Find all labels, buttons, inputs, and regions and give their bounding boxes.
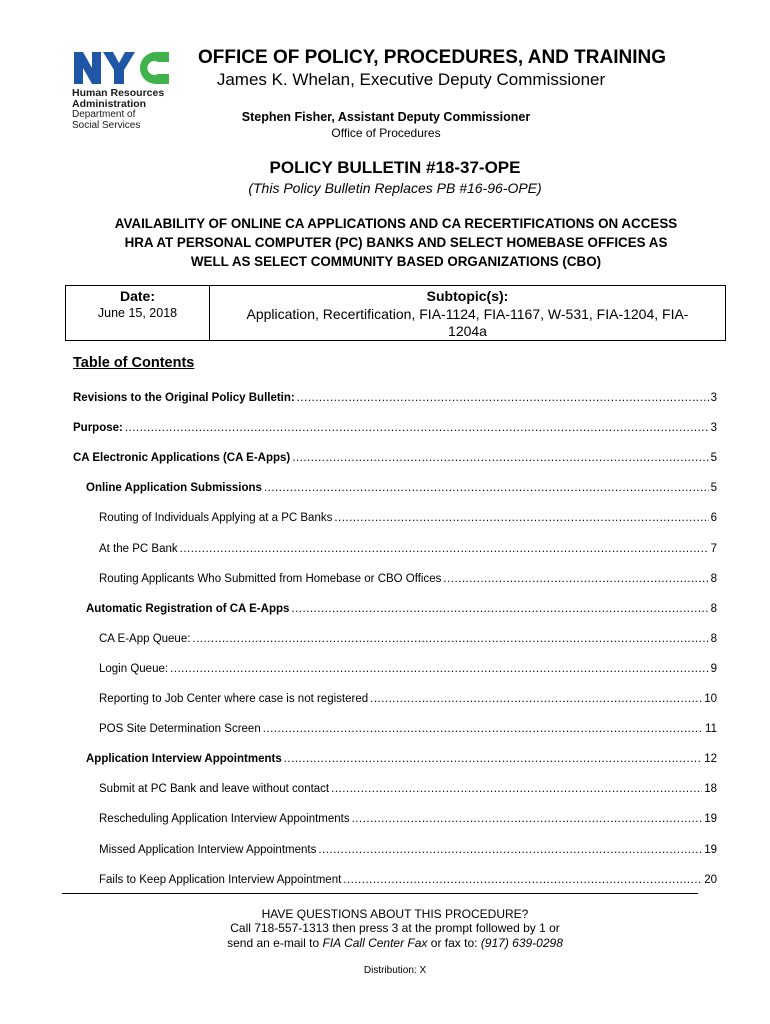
subject-line: WELL AS SELECT COMMUNITY BASED ORGANIZATIONS (CBO) — [190, 254, 602, 269]
toc-leader-dots — [297, 392, 709, 404]
toc-leader-dots — [170, 663, 709, 675]
toc-entry-page: 12 — [704, 753, 717, 766]
toc-entry-label: Routing Applicants Who Submitted from Homebase or CBO Offices — [99, 572, 442, 585]
toc-leader-dots — [291, 603, 708, 615]
footer-contact — [0, 936, 770, 950]
toc-entry-page: 19 — [704, 843, 717, 856]
bulletin-number: POLICY BULLETIN #18-37-OPE — [269, 158, 521, 177]
logo-line-3: Department of — [72, 109, 136, 120]
toc-leader-dots — [284, 753, 702, 765]
toc-leader-dots — [125, 422, 709, 434]
toc-entry-label: Online Application Submissions — [86, 482, 262, 495]
toc-entry-label: Application Interview Appointments — [86, 753, 282, 766]
toc-entry-page: 11 — [705, 723, 717, 736]
footer-call: Call 718-557-1313 then press 3 at the prompt followed by 1 or — [230, 921, 560, 935]
date-label: Date: — [119, 288, 155, 304]
toc-entry-page: 6 — [710, 512, 717, 525]
toc-entry[interactable] — [73, 422, 717, 434]
toc-leader-dots — [334, 512, 708, 524]
subtopic-value — [220, 306, 715, 340]
toc-entry-label: POS Site Determination Screen — [99, 723, 261, 736]
logo-line-1: Human Resources — [72, 87, 165, 99]
toc-entry-page: 3 — [710, 422, 717, 435]
toc-entry-page: 8 — [710, 572, 717, 585]
toc-entry-page: 19 — [704, 813, 717, 826]
executive-commissioner: James K. Whelan, Executive Deputy Commissioner — [216, 70, 606, 89]
logo-line-4: Social Services — [72, 119, 141, 131]
toc-entry[interactable] — [99, 633, 717, 645]
toc-entry[interactable] — [99, 813, 717, 825]
toc-leader-dots — [264, 482, 709, 494]
toc-entry-label: Reporting to Job Center where case is not registered — [99, 693, 369, 705]
toc-leader-dots — [180, 543, 709, 555]
toc-entry[interactable] — [99, 844, 717, 856]
distribution: Distribution: X — [363, 965, 427, 976]
toc-entry[interactable] — [99, 663, 717, 675]
toc-entry-page: 7 — [710, 542, 717, 555]
toc-entry[interactable] — [99, 874, 717, 886]
logo-agency-name — [72, 88, 182, 110]
toc-entry-label: Submit at PC Bank and leave without contact — [99, 783, 330, 796]
toc-entry-page: 3 — [710, 392, 717, 404]
toc-entry-label: Revisions to the Original Policy Bulletin: — [73, 392, 295, 404]
toc-entry-page: 5 — [710, 482, 717, 495]
toc-entry[interactable] — [99, 573, 717, 585]
bulletin-replaces: (This Policy Bulletin Replaces PB #16-96-OPE) — [248, 180, 542, 196]
toc-entry[interactable] — [86, 603, 717, 615]
office-name: Office of Procedures — [331, 126, 441, 140]
toc-entry-page: 9 — [710, 662, 717, 675]
toc-entry-label: Fails to Keep Application Interview Appointment — [99, 873, 342, 886]
toc-entry-page: 10 — [704, 693, 717, 705]
toc-entry-page: 20 — [704, 873, 717, 886]
toc-leader-dots — [343, 874, 702, 886]
toc-entry[interactable] — [99, 693, 717, 705]
subject-line: HRA AT PERSONAL COMPUTER (PC) BANKS AND SELECT HOMEBASE OFFICES AS — [124, 235, 668, 250]
toc-entry-label: Automatic Registration of CA E-Apps — [86, 602, 290, 615]
toc-entry[interactable] — [99, 783, 717, 795]
toc-entry-label: Login Queue: — [99, 662, 169, 675]
nyc-logo-icon — [72, 48, 172, 86]
toc-leader-dots — [443, 573, 708, 585]
toc-leader-dots — [192, 633, 708, 645]
toc-entry[interactable] — [99, 723, 717, 735]
toc-entry-page: 18 — [704, 783, 717, 796]
fax-prefix: or fax to: — [430, 936, 478, 950]
toc-entry[interactable] — [99, 543, 717, 555]
toc-leader-dots — [263, 723, 703, 735]
logo-line-2: Administration — [72, 98, 147, 110]
footer-questions: HAVE QUESTIONS ABOUT THIS PROCEDURE? — [261, 907, 529, 921]
email-prefix: send an e-mail to — [227, 936, 320, 950]
toc-leader-dots — [331, 783, 702, 795]
subtopic-line-2: 1204a — [448, 323, 487, 339]
toc-leader-dots — [292, 452, 708, 464]
email-target-link[interactable]: FIA Call Center Fax — [322, 936, 428, 950]
office-title: OFFICE OF POLICY, PROCEDURES, AND TRAINING — [198, 47, 666, 68]
toc-title: Table of Contents — [73, 355, 195, 371]
toc-entry[interactable] — [86, 482, 717, 494]
toc-entry-label: Missed Application Interview Appointments — [99, 843, 317, 856]
date-value: June 15, 2018 — [97, 306, 178, 320]
toc-entry-page: 8 — [710, 632, 717, 645]
toc-entry-page: 5 — [710, 452, 717, 465]
toc-entry[interactable] — [99, 512, 717, 524]
toc-leader-dots — [352, 813, 703, 825]
toc-entry-label: At the PC Bank — [99, 542, 178, 555]
toc-leader-dots — [370, 693, 702, 705]
subject-line: AVAILABILITY OF ONLINE CA APPLICATIONS AND CA RECERTIFICATIONS ON ACCESS — [114, 216, 678, 231]
bulletin-subject — [66, 214, 726, 271]
toc-entry[interactable] — [73, 452, 717, 464]
logo-department — [72, 110, 182, 131]
toc-entry-label: Routing of Individuals Applying at a PC Banks — [99, 512, 333, 525]
bulletin-meta-table — [65, 285, 726, 341]
toc-entry[interactable] — [73, 392, 717, 404]
toc-entry-page: 8 — [710, 602, 717, 615]
assistant-commissioner: Stephen Fisher, Assistant Deputy Commissioner — [241, 110, 531, 124]
toc-entry-label: CA E-App Queue: — [99, 632, 191, 645]
toc-entry-label: Purpose: — [73, 422, 123, 435]
toc-entry-label: CA Electronic Applications (CA E-Apps) — [73, 452, 291, 465]
toc-entry[interactable] — [86, 753, 717, 765]
toc-leader-dots — [318, 844, 702, 856]
nyc-hra-logo — [72, 48, 182, 131]
toc-entry-label: Rescheduling Application Interview Appointments — [99, 813, 350, 826]
subtopic-line-1: Application, Recertification, FIA-1124, FIA-1167, W-531, FIA-1204, FIA- — [246, 306, 689, 322]
footer-divider — [62, 893, 698, 894]
fax-number: (917) 639-0298 — [480, 936, 563, 950]
subtopic-label: Subtopic(s): — [426, 288, 509, 304]
date-cell — [66, 286, 210, 340]
subtopic-cell — [210, 286, 725, 340]
